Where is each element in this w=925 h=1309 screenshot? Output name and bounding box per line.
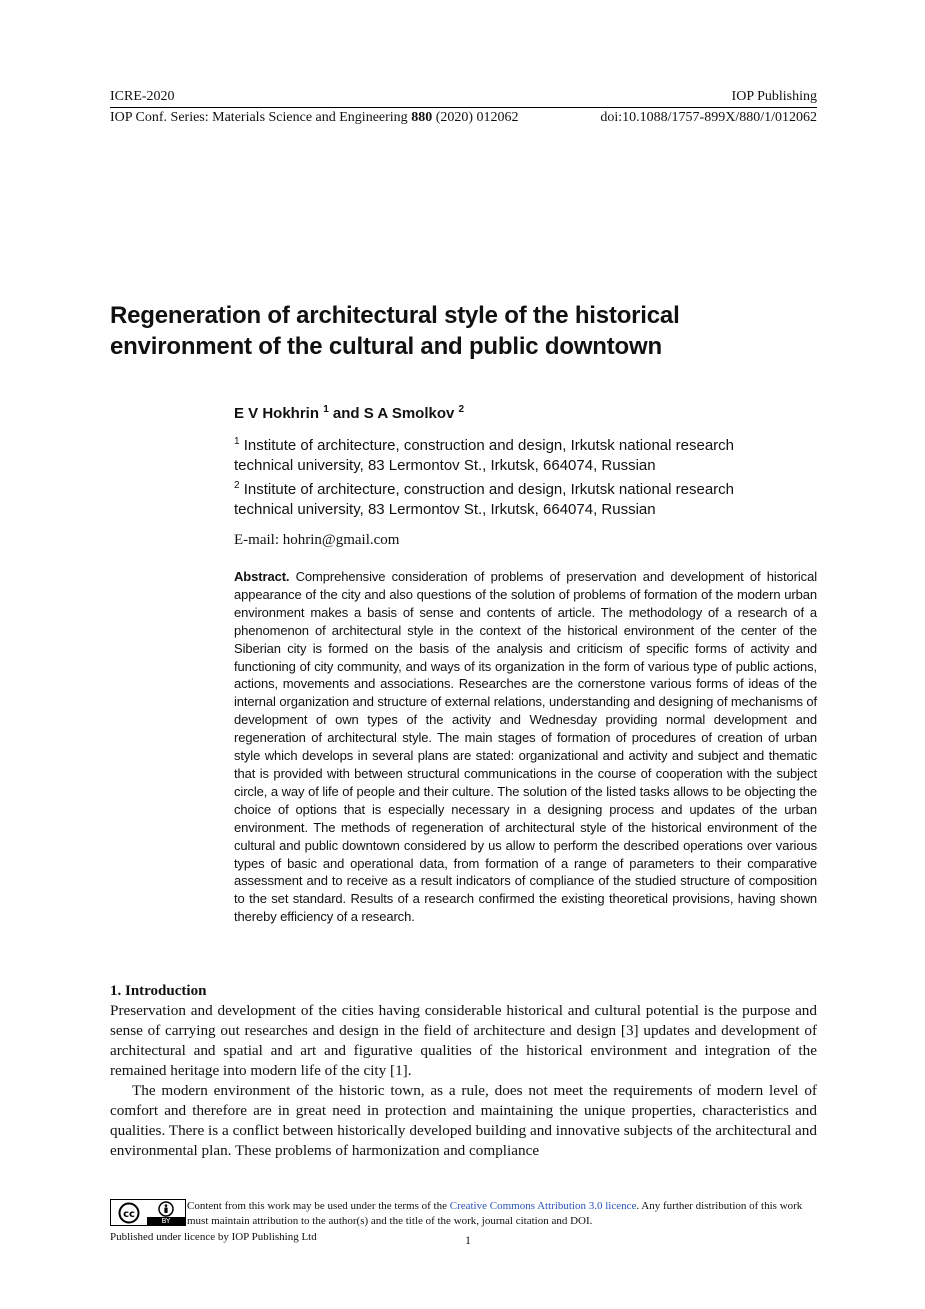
abstract xyxy=(234,568,817,926)
journal-volume: 880 xyxy=(411,110,433,125)
running-header xyxy=(110,88,817,127)
svg-text:cc: cc xyxy=(123,1208,135,1220)
header-rule xyxy=(110,107,817,108)
author-affil-mark: 2 xyxy=(458,404,465,415)
journal-series: IOP Conf. Series: Materials Science and Engineering 880 (2020) 012062 xyxy=(110,110,519,125)
introduction-section xyxy=(110,982,817,1161)
license-text: Content from this work may be used under the terms of the Creative Commons Attribution 3.0 licence. Any further distribution of this work must maintain attribution to the author(s) and the title of the work, journal citation and DOI. xyxy=(187,1200,803,1227)
section-heading: 1. Introduction xyxy=(110,983,207,999)
cc-license-badge[interactable] xyxy=(110,1199,186,1226)
attribution-person-icon xyxy=(158,1201,174,1217)
page-number: 1 xyxy=(465,1233,471,1247)
author-name: S A Smolkov xyxy=(363,405,455,422)
body-paragraph: The modern environment of the historic town, as a rule, does not meet the requirements of modern level of comfort and therefore are in great need in protection and maintaining the unique properties, characteristics and qualities. There is a conflict between historically developed building and innovative subjects of the architectural and environmental plan. These problems of harmonization and compliance xyxy=(110,1082,817,1159)
affiliations xyxy=(234,432,794,520)
cc-by-label: BY xyxy=(147,1217,185,1225)
affiliation: $^2$ Institute of architecture, construction and design, Irkutsk national research technical university, 83 Lermontov St., Irkutsk, 664074, Russian xyxy=(234,480,734,518)
author-email: E-mail: hohrin@gmail.com xyxy=(234,532,400,548)
affiliation: $^1$ Institute of architecture, construction and design, Irkutsk national research technical university, 83 Lermontov St., Irkutsk, 664074, Russian xyxy=(234,436,734,474)
abstract-text: Comprehensive consideration of problems of preservation and development of historical appearance of the city and also questions of the solution of problems of formation of the modern urban environment makes a basis of sense and contents of article. The methodology of a research of a phenomenon of architectural style in the context of the historical environment of the center of the Siberian city is formed on the basis of the analysis and criticism of specific forms of activity and functioning of city community, and ways of its organization in the form of various type of public actions, actions, movements and associations. Researches are the cornerstone various forms of ideas of the internal organization and structure of external relations, understanding and designing of mechanisms of development of own types of the activity and Wednesday providing normal development and regeneration of architectural style. The main stages of formation of procedures of creation of urban style which develops in several plans are stated: organizational and activity and subject and thematic that is provided with between structural communications in the course of cooperation with the subject circle, a way of life of people and their culture. The solution of the listed tasks allows to be objecting the choice of options that is especially necessary in a designing process and updates of the urban environment. The methods of regeneration of architectural style of the historical environment of the cultural and public downtown considered by us allow to perform the described operations over various types of basic and operational data, from formation of a range of parameters to their comparative assessment and to receive as a result indicators of compliance of the studied structure of composition to the set standard. Results of a research confirmed the existing theoretical provisions, having shown thereby efficiency of a research. xyxy=(234,569,818,925)
doi: doi:10.1088/1757-899X/880/1/012062 xyxy=(600,110,817,125)
abstract-label: Abstract. xyxy=(234,569,290,584)
cc-icon xyxy=(111,1200,147,1225)
author-list: E V Hokhrin $^1$ and S A Smolkov $^2$ xyxy=(234,404,465,422)
author-affil-mark: 1 xyxy=(323,404,329,415)
publisher-line: Published under licence by IOP Publishing Ltd xyxy=(110,1231,317,1243)
publisher-name: IOP Publishing xyxy=(731,89,817,104)
conference-name: ICRE-2020 xyxy=(110,89,175,104)
author-name: E V Hokhrin xyxy=(234,405,320,422)
body-paragraph: Preservation and development of the cities having considerable historical and cultural potential is the purpose and sense of carrying out researches and design in the field of architecture and design [3] updates and development of architectural and spatial and art and figurative qualities of the historical environment and integration of the remained heritage into modern life of the city [1]. xyxy=(110,1002,817,1079)
license-link[interactable]: Creative Commons Attribution 3.0 licence xyxy=(449,1200,637,1212)
paper-title: Regeneration of architectural style of the historical environment of the cultural and public downtown xyxy=(110,302,680,360)
